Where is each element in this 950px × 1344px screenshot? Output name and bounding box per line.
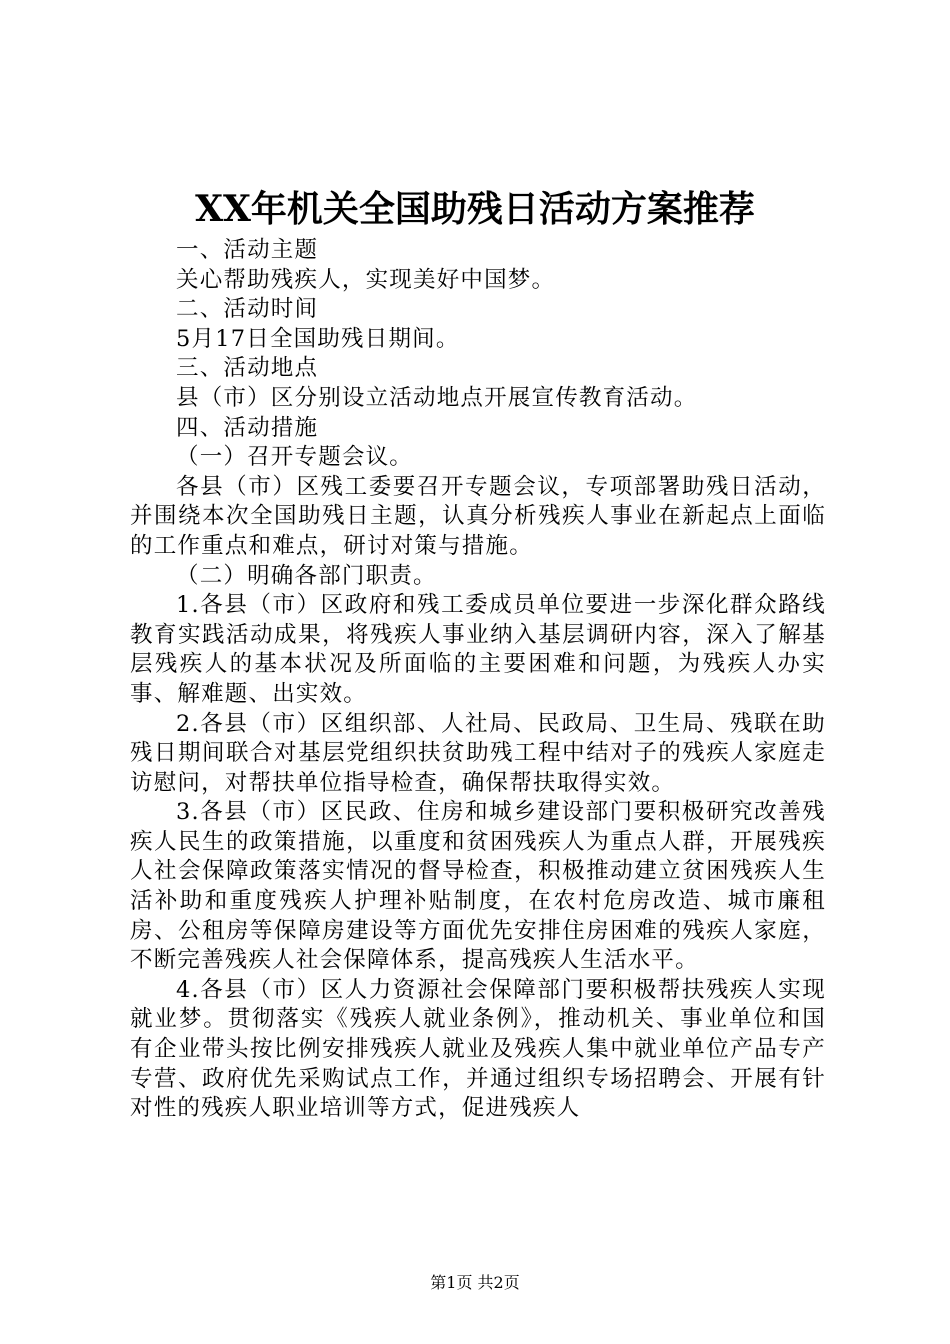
paragraph-item-2: 2.各县（市）区组织部、人社局、民政局、卫生局、残联在助残日期间联合对基层党组织扶贫助残工程中结对子的残疾人家庭走访慰问，对帮扶单位指导检查，确保帮扶取得实效。 [130, 710, 826, 796]
document-title: XX年机关全国助残日活动方案推荐 [195, 188, 755, 230]
paragraph-meeting: 各县（市）区残工委要召开专题会议，专项部署助残日活动，并围绕本次全国助残日主题，认真分析残疾人事业在新起点上面临的工作重点和难点，研讨对策与措施。 [130, 473, 826, 559]
paragraph-activity-theme: 关心帮助残疾人，实现美好中国梦。 [176, 266, 556, 293]
heading-activity-theme: 一、活动主题 [176, 237, 319, 263]
paragraph-item-1: 1.各县（市）区政府和残工委成员单位要进一步深化群众路线教育实践活动成果，将残疾人事业纳入基层调研内容，深入了解基层残疾人的基本状况及所面临的主要困难和问题，为残疾人办实事、解难题、出实效。 [130, 592, 826, 707]
page-number-footer: 第1页 共2页 [430, 1273, 520, 1292]
paragraph-activity-time: 5月17日全国助残日期间。 [176, 325, 460, 352]
paragraph-item-3: 3.各县（市）区民政、住房和城乡建设部门要积极研究改善残疾人民生的政策措施，以重度和贫困残疾人为重点人群，开展残疾人社会保障政策落实情况的督导检查，积极推动建立贫困残疾人生活补助和重度残疾人护理补贴制度，在农村危房改造、城市廉租房、公租房等保障房建设等方面优先安排住房困难的残疾人家庭，不断完善残疾人社会保障体系，提高残疾人生活水平。 [130, 799, 826, 974]
heading-activity-location: 三、活动地点 [176, 355, 319, 382]
paragraph-activity-location: 县（市）区分别设立活动地点开展宣传教育活动。 [176, 384, 698, 411]
document-body [130, 236, 826, 1124]
subheading-meeting: （一）召开专题会议。 [176, 444, 414, 471]
subheading-responsibilities: （二）明确各部门职责。 [176, 562, 437, 589]
heading-activity-time: 二、活动时间 [176, 296, 319, 323]
paragraph-item-4: 4.各县（市）区人力资源社会保障部门要积极帮扶残疾人实现就业梦。贯彻落实《残疾人就业条例》，推动机关、事业单位和国有企业带头按比例安排残疾人就业及残疾人集中就业单位产品专产专营、政府优先采购试点工作，并通过组织专场招聘会、开展有针对性的残疾人职业培训等方式，促进残疾人 [130, 976, 826, 1122]
heading-activity-measures: 四、活动措施 [176, 414, 319, 441]
